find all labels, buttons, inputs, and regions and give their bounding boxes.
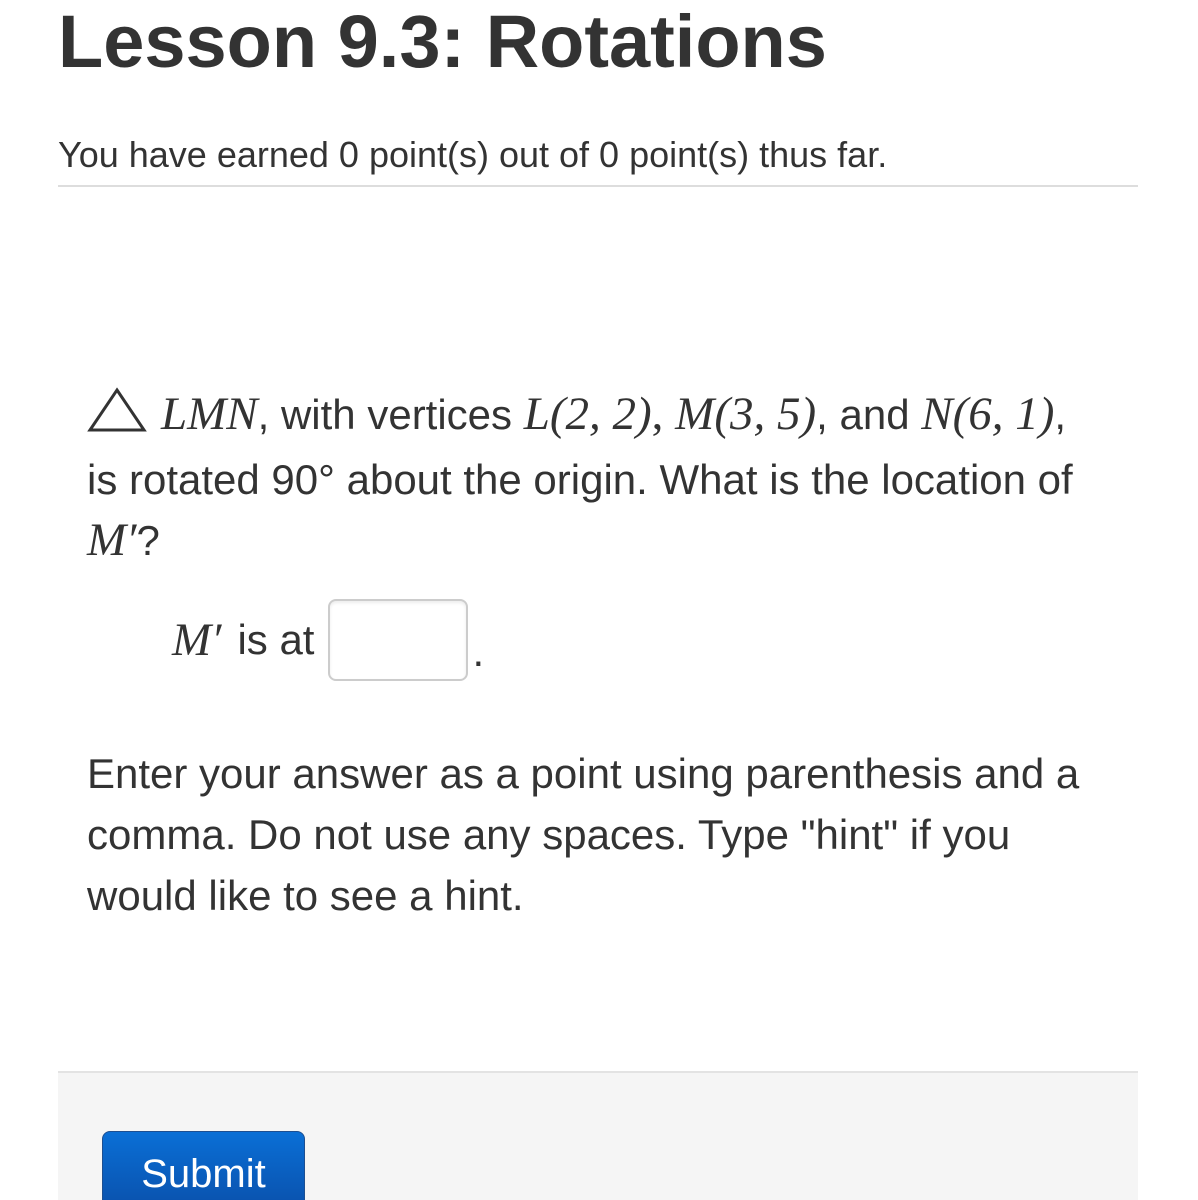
answer-label-math: M′: [172, 614, 222, 666]
vertex-separator: ,: [651, 388, 676, 440]
question-text-part: , and: [816, 391, 922, 438]
vertex-n: N(6, 1): [921, 388, 1055, 440]
question-text-part: , is rotated 90° about the origin. What is the location of: [87, 391, 1073, 503]
target-point: M′: [87, 514, 137, 566]
answer-suffix: .: [472, 628, 485, 675]
triangle-name: LMN: [161, 388, 258, 440]
footer-panel: [58, 1071, 1138, 1200]
page-title: Lesson 9.3: Rotations: [58, 0, 827, 83]
question-text: [87, 384, 1107, 571]
vertex-m: M(3, 5): [675, 388, 817, 440]
question-mark: ?: [136, 517, 160, 564]
answer-input[interactable]: [328, 599, 468, 681]
instructions-text: Enter your answer as a point using parenthesis and a comma. Do not use any spaces. Type "hint" if you would like to see a hint.: [87, 750, 1080, 919]
answer-row: [172, 596, 484, 684]
divider: [58, 185, 1138, 187]
score-status: You have earned 0 point(s) out of 0 point(s) thus far.: [58, 134, 888, 175]
vertex-l: L(2, 2): [523, 388, 652, 440]
question-text-part: , with vertices: [257, 391, 524, 438]
submit-button[interactable]: Submit: [102, 1131, 305, 1200]
answer-label-text: is at: [237, 616, 315, 663]
triangle-icon: [87, 387, 147, 449]
